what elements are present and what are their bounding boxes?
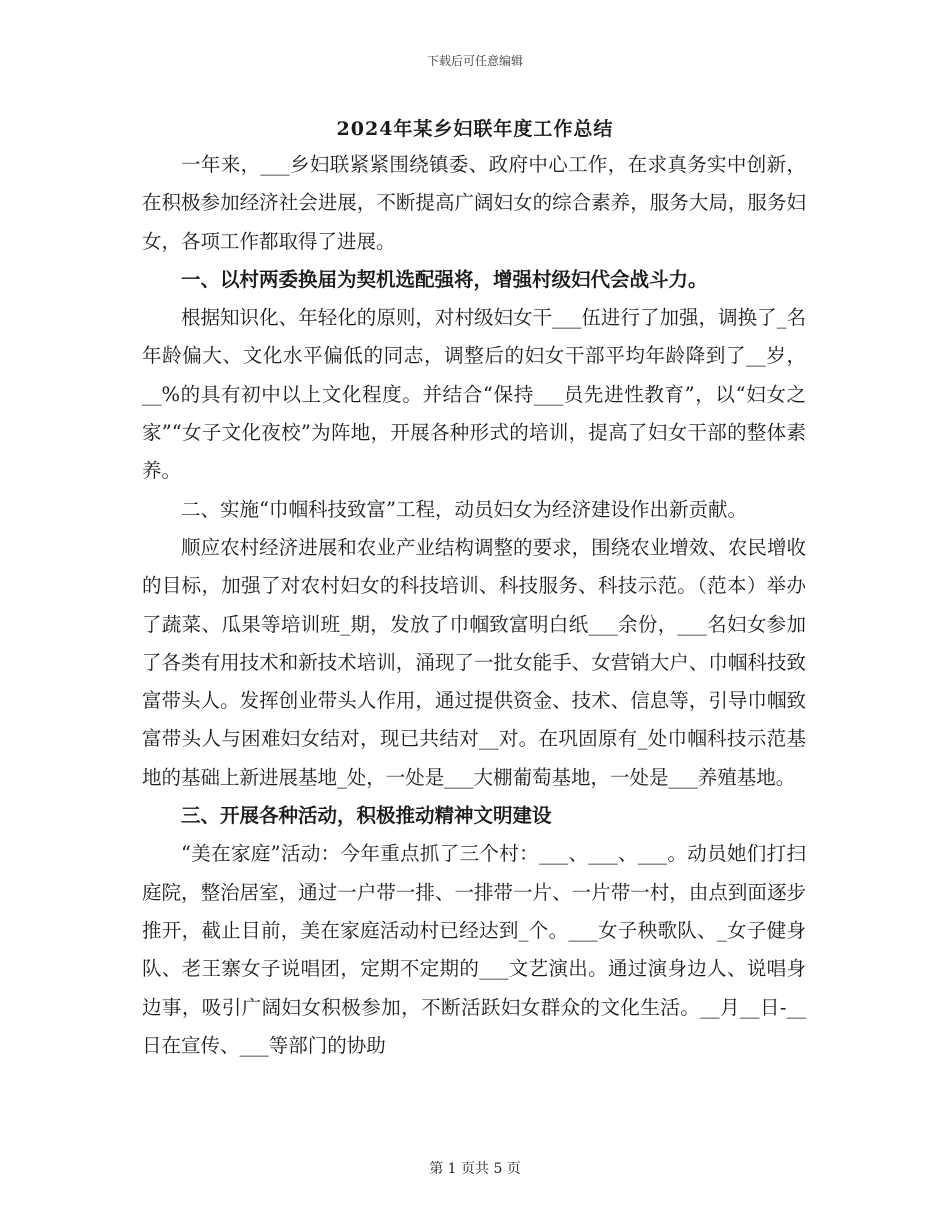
paragraph-section-2: 顺应农村经济进展和农业产业结构调整的要求，围绕农业增效、农民增收的目标，加强了对农村妇女的科技培训、科技服务、科技示范。（范本）举办了蔬菜、瓜果等培训班_期，发放了巾帼致富明白纸___余份，___名妇女参加了各类有用技术和新技术培训，涌现了一批女能手、女营销大户、巾帼科技致富带头人。发挥创业带头人作用，通过提供资金、技术、信息等，引导巾帼致富带头人与困难妇女结对，现已共结对__对。在巩固原有_处巾帼科技示范基地的基础上新进展基地_处，一处是___大棚葡萄基地，一处是___养殖基地。	[142, 535, 806, 789]
document-title: 2024年某乡妇联年度工作总结	[336, 118, 614, 140]
section-heading-1: 一、以村两委换届为契机选配强将，增强村级妇代会战斗力。	[181, 267, 708, 291]
section-heading-2: 二、实施“巾帼科技致富”工程，动员妇女为经济建设作出新贡献。	[181, 497, 747, 521]
paragraph-intro: 一年来，___乡妇联紧紧围绕镇委、政府中心工作，在求真务实中创新，在积极参加经济社会进展，不断提高广阔妇女的综合素养，服务大局，服务妇女，各项工作都取得了进展。	[142, 153, 806, 253]
paragraph-section-1: 根据知识化、年轻化的原则，对村级妇女干___伍进行了加强，调换了_名年龄偏大、文化水平偏低的同志，调整后的妇女干部平均年龄降到了__岁，__%的具有初中以上文化程度。并结合“保持___员先进性教育”，以“妇女之家”“女子文化夜校”为阵地，开展各种形式的培训，提高了妇女干部的整体素养。	[142, 306, 806, 483]
page-footer: 第 1 页共 5 页	[429, 1161, 521, 1177]
section-heading-3: 三、开展各种活动，积极推动精神文明建设	[181, 804, 552, 828]
paragraph-section-3: “美在家庭”活动：今年重点抓了三个村：___、___、___。动员她们打扫庭院，整治居室，通过一户带一排、一排带一片、一片带一村，由点到面逐步推开，截止目前，美在家庭活动村已经达到_个。___女子秧歌队、_女子健身队、老王寨女子说唱团，定期不定期的___文艺演出。通过演身边人、说唱身边事，吸引广阔妇女积极参加，不断活跃妇女群众的文化生活。__月__日-__日在宣传、___等部门的协助	[142, 842, 806, 1057]
document-body	[142, 146, 806, 1065]
page-header: 下载后可任意编辑	[426, 54, 523, 68]
